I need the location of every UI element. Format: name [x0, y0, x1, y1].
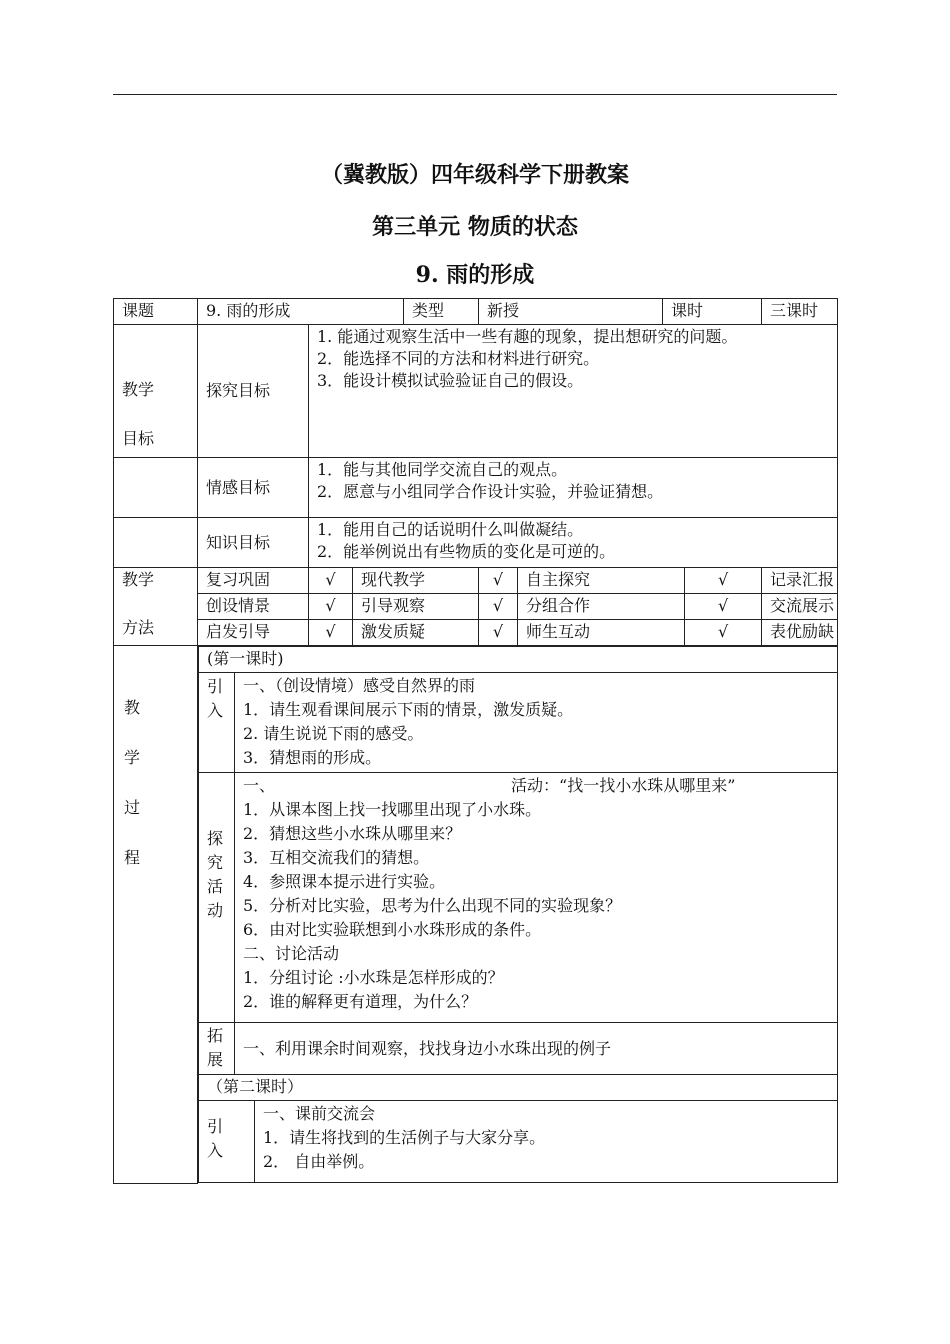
explore-line: 2．谁的解释更有道理，为什么？ [243, 992, 478, 1011]
emotion-goal-text [309, 458, 838, 518]
goals-label [114, 325, 198, 458]
process-inner-table [198, 646, 838, 1183]
doc-title: （冀教版）四年级科学下册教案 [320, 162, 629, 188]
explore-goal-text [309, 325, 838, 458]
method-item: 表优励缺 [762, 620, 838, 646]
check-mark: √ [685, 594, 762, 620]
explore-goal-line: 3．能设计模拟试验验证自己的假设。 [317, 371, 584, 390]
methods-row [114, 568, 838, 594]
process-label-char: 教 [124, 698, 141, 717]
explore-label-char: 究 [207, 853, 224, 872]
extend-content: 一、利用课余时间观察，找找身边小水珠出现的例子 [235, 1023, 838, 1075]
intro2-content [255, 1101, 838, 1183]
extend-label-char: 拓 [207, 1026, 224, 1045]
check-mark: √ [479, 620, 518, 646]
check-mark: √ [309, 620, 353, 646]
goals-label-a: 教学 [122, 380, 155, 399]
methods-label-b: 方法 [122, 618, 155, 637]
intro-label [199, 673, 235, 773]
method-item: 分组合作 [518, 594, 685, 620]
explore-line: 3．互相交流我们的猜想。 [243, 848, 430, 867]
explore-label-char: 动 [207, 901, 224, 920]
intro-line: 3．猜想雨的形成。 [243, 748, 382, 767]
methods-row [114, 620, 838, 646]
explore-line: 5．分析对比实验，思考为什么出现不同的实验现象？ [243, 896, 622, 915]
intro2-label-char: 入 [207, 1141, 224, 1160]
extend-label [199, 1023, 235, 1075]
method-item: 交流展示 [762, 594, 838, 620]
period-1-title: (第一课时) [199, 647, 838, 673]
goal-explore-row [114, 325, 838, 458]
explore-first-b: 活动：“找一找小水珠从哪里来” [511, 776, 736, 795]
check-mark: √ [685, 620, 762, 646]
process-label-char: 过 [124, 798, 141, 817]
header-row [114, 299, 838, 325]
emotion-goal-label: 情感目标 [198, 458, 309, 518]
intro2-line: 一、课前交流会 [263, 1104, 376, 1123]
goals-label-b: 目标 [122, 429, 155, 448]
subject-value: 9. 雨的形成 [198, 299, 404, 325]
methods-row [114, 594, 838, 620]
lesson-title: 9. 雨的形成 [415, 262, 535, 288]
knowledge-goal-text [309, 518, 838, 568]
explore-label [199, 773, 235, 1023]
methods-label [114, 568, 198, 646]
process-body [198, 646, 838, 1184]
goal-emotion-row [114, 458, 838, 518]
process-label [114, 646, 198, 1184]
period-2-title: （第二课时） [199, 1075, 838, 1101]
explore-label-char: 探 [207, 829, 224, 848]
explore-line: 4．参照课本提示进行实验。 [243, 872, 446, 891]
header-rule [113, 94, 837, 95]
method-item: 自主探究 [518, 568, 685, 594]
unit-title: 第三单元 物质的状态 [372, 214, 578, 240]
process-label-char: 程 [124, 848, 141, 867]
type-value: 新授 [479, 299, 663, 325]
method-item: 现代教学 [353, 568, 479, 594]
intro-content [235, 673, 838, 773]
explore-goal-line: 1. 能通过观察生活中一些有趣的现象，提出想研究的问题。 [317, 327, 738, 346]
type-key: 类型 [404, 299, 479, 325]
method-item: 创设情景 [198, 594, 309, 620]
intro2-line: 1．请生将找到的生活例子与大家分享。 [263, 1128, 546, 1147]
intro-label-char: 入 [207, 701, 224, 720]
emotion-goal-line: 1．能与其他同学交流自己的观点。 [317, 460, 568, 479]
explore-line: 1．从课本图上找一找哪里出现了小水珠。 [243, 800, 542, 819]
intro-line: 一、（创设情境）感受自然界的雨 [243, 676, 476, 695]
intro2-label [199, 1101, 255, 1183]
check-mark: √ [309, 594, 353, 620]
method-item: 引导观察 [353, 594, 479, 620]
process-label-char: 学 [124, 748, 141, 767]
intro2-line: 2． 自由举例。 [263, 1152, 375, 1171]
explore-content [235, 773, 838, 1023]
explore-first-line [243, 774, 837, 798]
intro-label-char: 引 [207, 677, 224, 696]
knowledge-goal-line: 2．能举例说出有些物质的变化是可逆的。 [317, 542, 616, 561]
empty-cell [114, 518, 198, 568]
period-key: 课时 [663, 299, 762, 325]
emotion-goal-line: 2．愿意与小组同学合作设计实验，并验证猜想。 [317, 482, 664, 501]
method-item: 激发质疑 [353, 620, 479, 646]
check-mark: √ [479, 568, 518, 594]
intro2-label-char: 引 [207, 1117, 224, 1136]
knowledge-goal-label: 知识目标 [198, 518, 309, 568]
subject-key: 课题 [114, 299, 198, 325]
empty-cell [114, 458, 198, 518]
explore-line: 1．分组讨论 :小水珠是怎样形成的？ [243, 968, 504, 987]
method-item: 记录汇报 [762, 568, 838, 594]
extend-label-char: 展 [207, 1050, 224, 1069]
methods-label-a: 教学 [122, 570, 155, 589]
method-item: 师生互动 [518, 620, 685, 646]
check-mark: √ [685, 568, 762, 594]
explore-label-char: 活 [207, 877, 224, 896]
explore-goal-label: 探究目标 [198, 325, 309, 458]
explore-first-a: 一、 [243, 776, 276, 795]
goal-knowledge-row [114, 518, 838, 568]
check-mark: √ [479, 594, 518, 620]
period-value: 三课时 [762, 299, 838, 325]
method-item: 启发引导 [198, 620, 309, 646]
explore-line: 2．猜想这些小水珠从哪里来？ [243, 824, 462, 843]
process-row [114, 646, 838, 1184]
check-mark: √ [309, 568, 353, 594]
lesson-plan-table [113, 298, 837, 1184]
explore-line: 6．由对比实验联想到小水珠形成的条件。 [243, 920, 542, 939]
intro-line: 2. 请生说说下雨的感受。 [243, 724, 424, 743]
explore-line: 二、讨论活动 [243, 944, 340, 963]
method-item: 复习巩固 [198, 568, 309, 594]
intro-line: 1．请生观看课间展示下雨的情景，激发质疑。 [243, 700, 574, 719]
knowledge-goal-line: 1．能用自己的话说明什么叫做凝结。 [317, 520, 584, 539]
explore-goal-line: 2．能选择不同的方法和材料进行研究。 [317, 349, 600, 368]
